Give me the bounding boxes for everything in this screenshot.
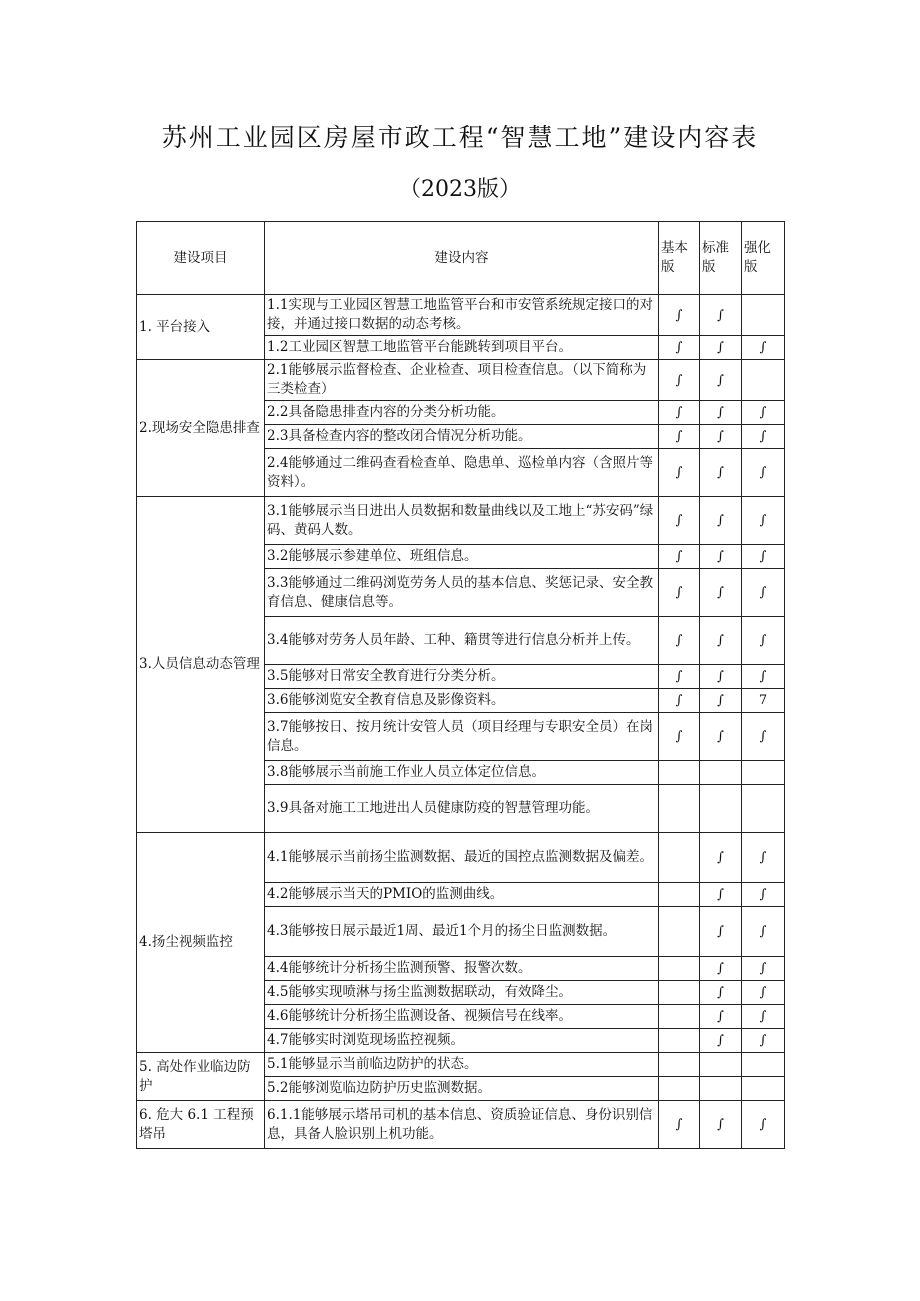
content-cell: 3.3能够通过二维码浏览劳务人员的基本信息、奖惩记录、安全教育信息、健康信息等。 (265, 569, 659, 617)
basic-mark (659, 833, 700, 883)
project-cell: 6. 危大 6.1 工程预 塔吊 (137, 1101, 265, 1149)
enhanced-mark: ∫ (742, 713, 785, 761)
content-cell: 4.6能够统计分析扬尘监测设备、视频信号在线率。 (265, 1005, 659, 1029)
standard-mark: ∫ (700, 907, 742, 957)
basic-mark: ∫ (659, 360, 700, 401)
enhanced-mark (742, 1053, 785, 1077)
content-cell: 4.2能够展示当天的PMIO的监测曲线。 (265, 883, 659, 907)
enhanced-mark (742, 785, 785, 833)
header-project: 建设项目 (137, 222, 265, 295)
standard-mark: ∫ (700, 360, 742, 401)
basic-mark: ∫ (659, 689, 700, 713)
header-row (137, 222, 785, 295)
content-cell: 4.3能够按日展示最近1周、最近1个月的扬尘日监测数据。 (265, 907, 659, 957)
table-row (137, 360, 785, 401)
basic-mark (659, 883, 700, 907)
standard-mark (700, 1077, 742, 1101)
content-cell: 2.3具备检查内容的整改闭合情况分析功能。 (265, 425, 659, 449)
content-cell: 1.1实现与工业园区智慧工地监管平台和市安管系统规定接口的对接，并通过接口数据的动态考核。 (265, 295, 659, 336)
enhanced-mark: ∫ (742, 1101, 785, 1149)
enhanced-mark: ∫ (742, 569, 785, 617)
enhanced-mark: ∫ (742, 981, 785, 1005)
basic-mark (659, 957, 700, 981)
basic-mark: ∫ (659, 497, 700, 545)
standard-mark: ∫ (700, 1101, 742, 1149)
standard-mark: ∫ (700, 545, 742, 569)
standard-mark: ∫ (700, 425, 742, 449)
basic-mark: ∫ (659, 425, 700, 449)
content-cell: 3.2能够展示参建单位、班组信息。 (265, 545, 659, 569)
content-cell: 4.4能够统计分析扬尘监测预警、报警次数。 (265, 957, 659, 981)
enhanced-mark: ∫ (742, 401, 785, 425)
standard-mark: ∫ (700, 689, 742, 713)
content-cell: 6.1.1能够展示塔吊司机的基本信息、资质验证信息、身份识别信息，具备人脸识别上机功能。 (265, 1101, 659, 1149)
content-cell: 5.1能够显示当前临边防护的状态。 (265, 1053, 659, 1077)
standard-mark: ∫ (700, 569, 742, 617)
table-row (137, 1053, 785, 1077)
standard-mark: ∫ (700, 497, 742, 545)
content-cell: 3.9具备对施工工地进出人员健康防疫的智慧管理功能。 (265, 785, 659, 833)
basic-mark: ∫ (659, 545, 700, 569)
project-cell: 5. 高处作业临边防护 (137, 1053, 265, 1101)
basic-mark (659, 761, 700, 785)
basic-mark (659, 1053, 700, 1077)
project-cell: 2.现场安全隐患排查 (137, 360, 265, 497)
standard-mark: ∫ (700, 401, 742, 425)
basic-mark: ∫ (659, 713, 700, 761)
enhanced-mark: ∫ (742, 907, 785, 957)
standard-mark: ∫ (700, 449, 742, 497)
standard-mark: ∫ (700, 336, 742, 360)
content-cell: 3.6能够浏览安全教育信息及影像资料。 (265, 689, 659, 713)
standard-mark: ∫ (700, 713, 742, 761)
enhanced-mark: ∫ (742, 883, 785, 907)
enhanced-mark: ∫ (742, 833, 785, 883)
standard-mark: ∫ (700, 883, 742, 907)
project-cell: 4.扬尘视频监控 (137, 833, 265, 1053)
table-row (137, 1101, 785, 1149)
content-table (136, 221, 785, 1149)
basic-mark: ∫ (659, 336, 700, 360)
basic-mark: ∫ (659, 295, 700, 336)
content-cell: 5.2能够浏览临边防护历史监测数据。 (265, 1077, 659, 1101)
enhanced-mark: ∫ (742, 1029, 785, 1053)
enhanced-mark: ∫ (742, 665, 785, 689)
enhanced-mark: ∫ (742, 1005, 785, 1029)
enhanced-mark: ∫ (742, 957, 785, 981)
standard-mark: ∫ (700, 295, 742, 336)
standard-mark: ∫ (700, 957, 742, 981)
enhanced-mark (742, 1077, 785, 1101)
standard-mark (700, 785, 742, 833)
enhanced-mark (742, 761, 785, 785)
basic-mark: ∫ (659, 617, 700, 665)
content-cell: 3.1能够展示当日进出人员数据和数量曲线以及工地上“苏安码”绿码、黄码人数。 (265, 497, 659, 545)
content-cell: 4.5能够实现喷淋与扬尘监测数据联动，有效降尘。 (265, 981, 659, 1005)
standard-mark: ∫ (700, 665, 742, 689)
basic-mark: ∫ (659, 569, 700, 617)
content-cell: 2.2具备隐患排查内容的分类分析功能。 (265, 401, 659, 425)
standard-mark: ∫ (700, 833, 742, 883)
content-cell: 2.1能够展示监督检查、企业检查、项目检查信息。（以下简称为三类检查） (265, 360, 659, 401)
project-cell: 1. 平台接入 (137, 295, 265, 360)
standard-mark: ∫ (700, 617, 742, 665)
basic-mark: ∫ (659, 1101, 700, 1149)
basic-mark (659, 981, 700, 1005)
basic-mark: ∫ (659, 401, 700, 425)
content-cell: 3.4能够对劳务人员年龄、工种、籍贯等进行信息分析并上传。 (265, 617, 659, 665)
standard-mark (700, 761, 742, 785)
enhanced-mark (742, 295, 785, 336)
enhanced-mark: ∫ (742, 336, 785, 360)
content-cell: 4.7能够实时浏览现场监控视频。 (265, 1029, 659, 1053)
enhanced-mark: ∫ (742, 449, 785, 497)
basic-mark (659, 1005, 700, 1029)
content-cell: 3.8能够展示当前施工作业人员立体定位信息。 (265, 761, 659, 785)
table-row (137, 497, 785, 545)
header-enhanced: 强化版 (742, 222, 785, 295)
content-cell: 3.7能够按日、按月统计安管人员（项目经理与专职安全员）在岗信息。 (265, 713, 659, 761)
document-title: 苏州工业园区房屋市政工程“智慧工地”建设内容表 (161, 123, 759, 152)
enhanced-mark: ∫ (742, 617, 785, 665)
content-cell: 3.5能够对日常安全教育进行分类分析。 (265, 665, 659, 689)
header-content: 建设内容 (265, 222, 659, 295)
header-standard: 标准版 (700, 222, 742, 295)
enhanced-mark: ∫ (742, 425, 785, 449)
content-cell: 1.2工业园区智慧工地监管平台能跳转到项目平台。 (265, 336, 659, 360)
standard-mark (700, 1053, 742, 1077)
header-basic: 基本版 (659, 222, 700, 295)
basic-mark: ∫ (659, 665, 700, 689)
content-cell: 2.4能够通过二维码查看检查单、隐患单、巡检单内容（含照片等资料）。 (265, 449, 659, 497)
table-row (137, 833, 785, 883)
enhanced-mark: ∫ (742, 545, 785, 569)
table-row (137, 295, 785, 336)
standard-mark: ∫ (700, 1029, 742, 1053)
enhanced-mark: 7 (742, 689, 785, 713)
standard-mark: ∫ (700, 1005, 742, 1029)
enhanced-mark: ∫ (742, 497, 785, 545)
basic-mark (659, 907, 700, 957)
basic-mark (659, 785, 700, 833)
basic-mark (659, 1077, 700, 1101)
basic-mark: ∫ (659, 449, 700, 497)
enhanced-mark (742, 360, 785, 401)
standard-mark: ∫ (700, 981, 742, 1005)
document-subtitle: （2023版） (399, 177, 521, 202)
basic-mark (659, 1029, 700, 1053)
content-cell: 4.1能够展示当前扬尘监测数据、最近的国控点监测数据及偏差。 (265, 833, 659, 883)
project-cell: 3.人员信息动态管理 (137, 497, 265, 833)
